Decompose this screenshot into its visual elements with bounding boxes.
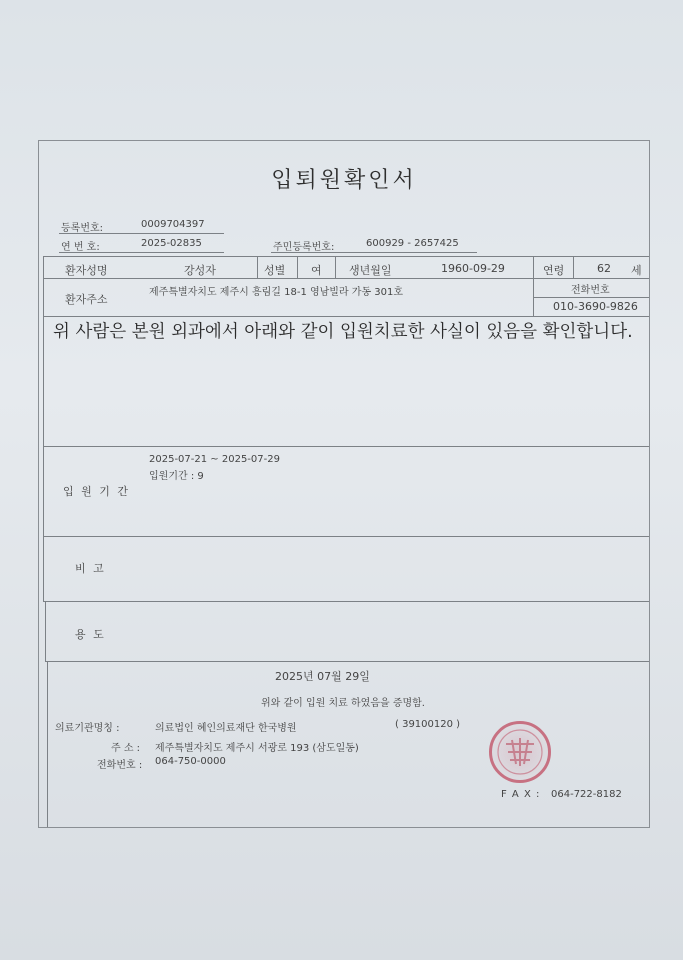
fax-label: F A X : [501,789,541,800]
patient-name: 강성자 [184,264,216,277]
resident-number: 600929 - 2657425 [366,238,459,249]
serial-number: 2025-02835 [141,238,202,249]
institution-code: ( 39100120 ) [395,719,461,730]
sex-value: 여 [311,264,322,277]
hospital-seal-stamp [489,721,551,783]
tel-value: 064-750-0000 [155,756,226,767]
serial-label: 연 번 호: [61,242,100,253]
statement-text: 위 사람은 본원 외과에서 아래와 같이 입원치료한 사실이 있음을 확인합니다. [53,322,633,342]
fax-value: 064-722-8182 [551,789,622,800]
patient-name-label: 환자성명 [65,264,108,277]
tel-label: 전화번호 : [97,760,143,771]
address-label: 환자주소 [65,293,108,306]
admission-period: 2025-07-21 ~ 2025-07-29 [149,454,280,465]
institution-label: 의료기관명칭 : [55,723,120,734]
usage-label: 용 도 [75,628,106,641]
address-value: 제주특별자치도 제주시 흥림길 18-1 영남빌라 가동 301호 [149,287,404,298]
sex-label: 성별 [264,264,286,277]
dob-label: 생년월일 [349,264,392,277]
phone-value: 010-3690-9826 [553,300,638,313]
institution-name: 의료법인 혜인의료재단 한국병원 [155,723,297,734]
age-label: 연령 [543,264,565,277]
institution-address: 제주특별자치도 제주시 서광로 193 (삼도일동) [155,743,359,754]
issue-date: 2025년 07월 29일 [275,670,370,683]
phone-label: 전화번호 [571,285,610,296]
registration-label: 등록번호: [61,223,104,234]
dob-value: 1960-09-29 [441,262,505,275]
remarks-label: 비 고 [75,562,106,575]
certificate-page [38,140,650,828]
age-value: 62 [597,262,611,275]
address-footer-label: 주 소 : [111,743,141,754]
resident-number-label: 주민등록번호: [273,242,335,253]
age-unit: 세 [631,264,642,277]
certify-text: 위와 같이 입원 치료 하였음을 증명함. [261,698,425,709]
document-title: 입퇴원확인서 [271,168,417,193]
admission-days: 입원기간 : 9 [149,471,204,482]
registration-number: 0009704397 [141,219,205,230]
admission-label: 입 원 기 간 [63,485,130,498]
